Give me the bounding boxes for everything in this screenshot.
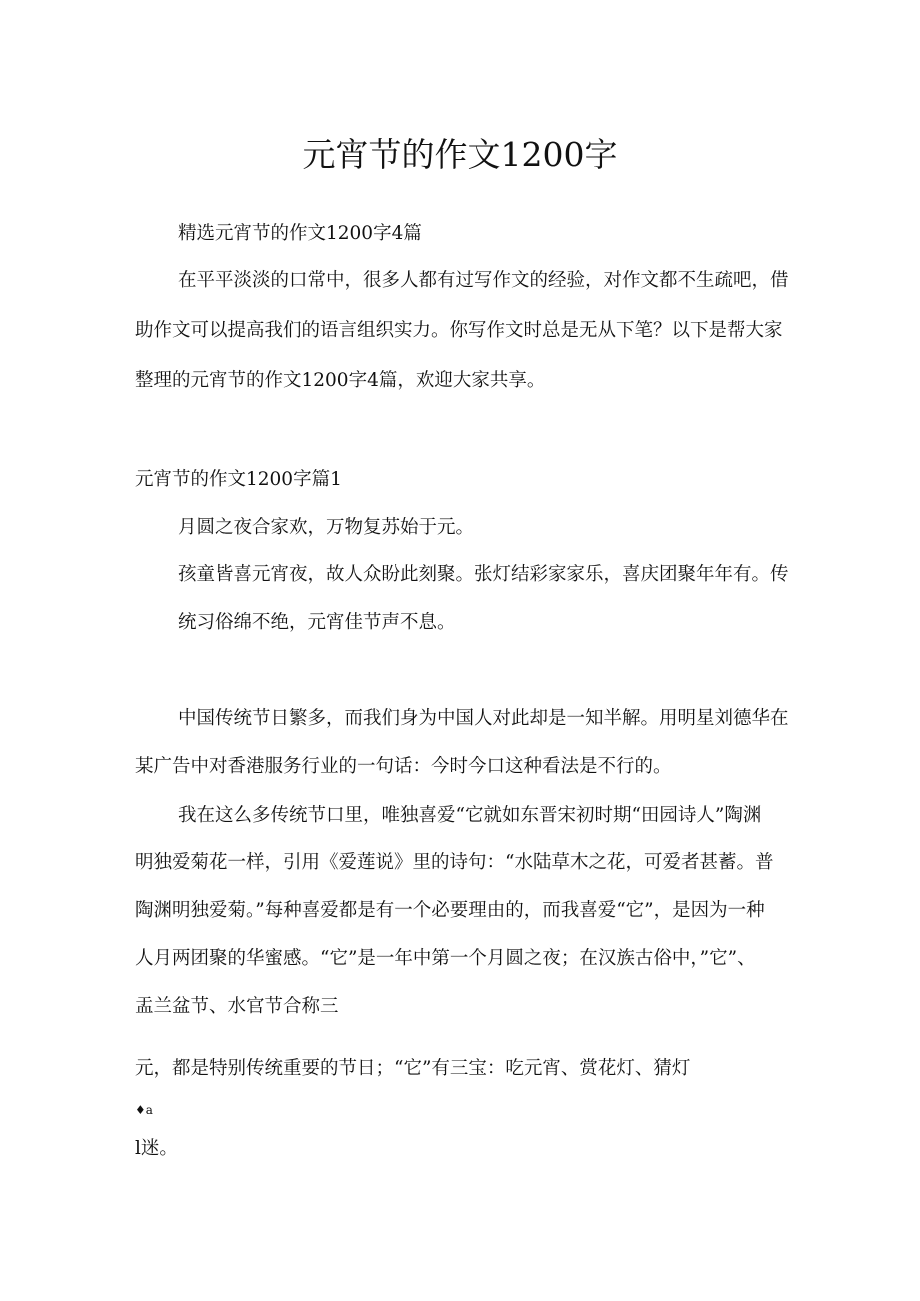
- poem-line-3: 统习俗绵不绝，元宵佳节声不息。: [178, 612, 456, 633]
- poem-line-1: 月圆之夜合家欢，万物复苏始于元。: [178, 517, 475, 538]
- intro-line-1: 在平平淡淡的口常中，很多人都有过写作文的经验，对作文都不生疏吧，借: [178, 270, 789, 291]
- intro-line-3: 整理的元宵节的作文1200字4篇，欢迎大家共享。: [135, 370, 546, 391]
- document-subtitle: 精选元宵节的作文1200字4篇: [178, 223, 422, 244]
- paragraph3-line: 元，都是特别传统重要的节日；“它”有三宝：吃元宵、赏花灯、猜灯: [135, 1058, 691, 1079]
- section-heading: 元宵节的作文1200字篇1: [135, 469, 342, 490]
- paragraph2-line-5: 盂兰盆节、水官节合称三: [135, 996, 339, 1017]
- paragraph2-line-1: 我在这么多传统节口里，唯独喜爱“它就如东晋宋初时期“田园诗人”陶渊: [178, 805, 762, 826]
- paragraph1-line-2: 某广告中对香港服务行业的一句话：今时今口这种看法是不行的。: [135, 756, 672, 777]
- paragraph2-line-3: 陶渊明独爱菊。”每种喜爱都是有一个必要理由的，而我喜爱“它”，是因为一种: [135, 900, 765, 921]
- poem-line-2: 孩童皆喜元宵夜，故人众盼此刻聚。张灯结彩家家乐，喜庆团聚年年有。传: [178, 564, 789, 585]
- paragraph1-line-1: 中国传统节日繁多，而我们身为中国人对此却是一知半解。用明星刘德华在: [178, 708, 789, 729]
- fragment-mark: ♦a: [135, 1103, 153, 1117]
- paragraph2-line-4: 人月两团聚的华蜜感。“它”是一年中第一个月圆之夜；在汉族古俗中，”它”、: [135, 948, 756, 969]
- intro-line-2: 助作文可以提高我们的语言组织实力。你写作文时总是无从下笔？以下是帮大家: [135, 320, 783, 341]
- fragment-end: l迷。: [135, 1138, 178, 1159]
- document-title: 元宵节的作文1200字: [302, 135, 618, 174]
- paragraph2-line-2: 明独爱菊花一样，引用《爱莲说》里的诗句：“水陆草木之花，可爱者甚蓄。普: [135, 852, 774, 873]
